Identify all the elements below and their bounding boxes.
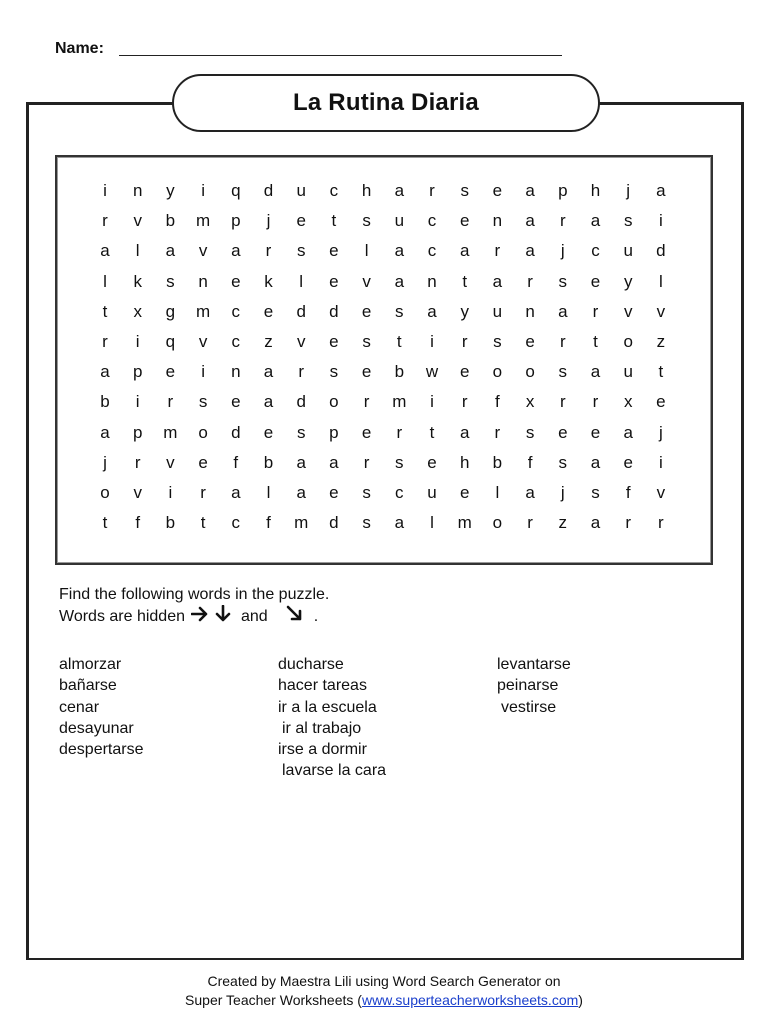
grid-letter[interactable]: v [198, 332, 208, 351]
grid-letter[interactable]: e [459, 362, 470, 382]
grid-letter[interactable]: r [592, 392, 599, 412]
grid-letter[interactable]: s [362, 211, 371, 231]
grid-letter[interactable]: r [559, 332, 566, 351]
grid-letter[interactable]: v [133, 483, 142, 502]
grid-letter[interactable]: m [392, 392, 407, 412]
grid-letter[interactable]: u [296, 181, 306, 200]
grid-letter[interactable]: y [166, 181, 175, 200]
grid-letter[interactable]: q [231, 181, 241, 200]
grid-letter[interactable]: u [427, 483, 437, 502]
grid-letter[interactable]: m [196, 211, 211, 231]
grid-letter[interactable]: a [231, 483, 241, 502]
grid-letter[interactable]: t [462, 271, 468, 291]
grid-letter[interactable]: x [623, 392, 633, 412]
grid-letter[interactable]: n [231, 362, 241, 382]
grid-letter[interactable]: k [133, 271, 142, 291]
grid-letter[interactable]: e [525, 332, 535, 351]
grid-letter[interactable]: o [100, 483, 110, 502]
grid-letter[interactable]: r [494, 241, 501, 261]
grid-letter[interactable]: s [460, 181, 469, 200]
grid-letter[interactable]: o [525, 362, 535, 382]
grid-letter[interactable]: a [296, 452, 306, 472]
grid-letter[interactable]: t [331, 211, 337, 231]
grid-letter[interactable]: a [590, 513, 601, 533]
grid-letter[interactable]: r [298, 362, 305, 382]
grid-letter[interactable]: a [427, 301, 437, 321]
footer [0, 972, 768, 1010]
grid-letter[interactable]: n [198, 271, 208, 291]
grid-letter[interactable]: o [623, 332, 633, 351]
grid-letter[interactable]: a [525, 211, 535, 231]
grid-letter[interactable]: e [329, 271, 339, 291]
grid-letter[interactable]: o [492, 362, 503, 382]
word-list-column-2 [278, 654, 386, 782]
grid-letter[interactable]: y [623, 271, 633, 291]
grid-letter[interactable]: b [492, 452, 503, 472]
grid-letter[interactable]: v [198, 241, 208, 261]
grid-letter[interactable]: b [263, 452, 274, 472]
grid-letter[interactable]: c [231, 301, 241, 321]
grid-letter[interactable]: v [656, 483, 666, 502]
grid-letter[interactable]: o [492, 513, 503, 533]
grid-letter[interactable]: v [133, 211, 142, 231]
grid-letter[interactable]: l [266, 483, 271, 502]
grid-letter[interactable]: c [591, 241, 600, 261]
grid-letter[interactable]: i [659, 452, 663, 472]
grid-letter[interactable]: c [395, 483, 404, 502]
grid-letter[interactable]: p [329, 422, 339, 442]
footer-credit: Created by Maestra Lili using Word Search Generator on [207, 973, 561, 989]
word-item: peinarse [497, 677, 559, 695]
grid-letter[interactable]: i [201, 181, 205, 200]
grid-letter[interactable]: r [167, 392, 174, 412]
word-item: levantarse [497, 656, 571, 673]
grid-letter[interactable]: r [559, 211, 566, 231]
grid-letter[interactable]: e [361, 301, 372, 321]
grid-letter[interactable]: c [427, 241, 437, 261]
grid-letter[interactable]: a [394, 241, 405, 261]
grid-letter[interactable]: i [201, 362, 205, 382]
grid-letter[interactable]: s [296, 422, 306, 442]
grid-letter[interactable]: a [525, 241, 535, 261]
grid-letter[interactable]: i [430, 332, 434, 351]
grid-letter[interactable]: p [132, 422, 143, 442]
word-item: irse a dormir [278, 741, 367, 759]
grid-letter[interactable]: t [102, 301, 108, 321]
grid-letter[interactable]: s [329, 362, 339, 382]
name-field-line[interactable] [119, 55, 562, 56]
grid-letter[interactable]: r [134, 452, 141, 472]
grid-letter[interactable]: s [198, 392, 208, 412]
grid-letter[interactable]: j [103, 452, 107, 472]
grid-letter[interactable]: f [266, 513, 271, 533]
grid-letter[interactable]: r [200, 483, 206, 502]
grid-letter[interactable]: t [593, 332, 598, 351]
grid-letter[interactable]: a [231, 241, 241, 261]
grid-letter[interactable]: e [427, 452, 437, 472]
grid-letter[interactable]: t [429, 422, 435, 442]
grid-letter[interactable]: e [198, 452, 208, 472]
grid-letter[interactable]: l [430, 513, 434, 533]
grid-letter[interactable]: a [394, 513, 405, 533]
grid-letter[interactable]: e [558, 422, 568, 442]
grid-letter[interactable]: x [133, 301, 142, 321]
grid-letter[interactable]: b [165, 513, 176, 533]
grid-letter[interactable]: x [525, 392, 535, 412]
grid-letter[interactable]: a [459, 422, 470, 442]
grid-letter[interactable]: o [329, 392, 339, 412]
grid-letter[interactable]: r [527, 513, 533, 533]
grid-letter[interactable]: r [592, 301, 599, 321]
grid-letter[interactable]: f [135, 513, 141, 533]
grid-letter[interactable]: j [266, 211, 271, 231]
word-item: despertarse [59, 741, 144, 759]
grid-letter[interactable]: v [166, 452, 175, 472]
grid-letter[interactable]: c [427, 211, 437, 231]
grid-letter[interactable]: n [427, 271, 437, 291]
grid-letter[interactable]: l [495, 483, 500, 502]
word-item: bañarse [59, 677, 117, 695]
grid-letter[interactable]: r [429, 181, 435, 200]
grid-letter[interactable]: r [102, 332, 108, 351]
footer-source-suffix: ) [578, 992, 583, 1008]
arrow-diagonal-icon [286, 605, 304, 628]
grid-letter[interactable]: l [659, 271, 663, 291]
grid-letter[interactable]: s [166, 271, 175, 291]
grid-letter[interactable]: d [329, 301, 339, 321]
grid-letter[interactable]: e [361, 422, 372, 442]
grid-letter[interactable]: e [590, 422, 601, 442]
grid-letter[interactable]: r [625, 513, 632, 533]
grid-letter[interactable]: r [527, 271, 533, 291]
grid-letter[interactable]: r [265, 241, 272, 261]
grid-letter[interactable]: e [590, 271, 601, 291]
grid-letter[interactable]: e [459, 483, 470, 502]
footer-source [0, 991, 768, 1010]
grid-letter[interactable]: a [525, 483, 535, 502]
grid-letter[interactable]: e [492, 181, 503, 200]
grid-letter[interactable]: v [656, 301, 666, 321]
grid-letter[interactable]: q [165, 332, 176, 351]
grid-letter[interactable]: h [459, 452, 470, 472]
page-title: La Rutina Diaria [293, 89, 479, 116]
grid-letter[interactable]: e [263, 301, 274, 321]
instructions-line-2 [59, 605, 329, 628]
grid-letter[interactable]: y [460, 301, 469, 321]
grid-letter[interactable]: o [198, 422, 208, 442]
grid-letter[interactable]: d [231, 422, 241, 442]
grid-letter[interactable]: s [395, 301, 404, 321]
grid-letter[interactable]: a [525, 181, 535, 200]
word-item: hacer tareas [278, 677, 367, 695]
grid-letter[interactable]: p [231, 211, 241, 231]
grid-letter[interactable]: c [231, 332, 241, 351]
instructions [59, 584, 329, 628]
word-item: ir a la escuela [278, 698, 377, 716]
grid-letter[interactable]: a [165, 241, 176, 261]
grid-letter[interactable]: s [395, 452, 404, 472]
word-list-column-3 [497, 654, 571, 718]
grid-letter[interactable]: t [200, 513, 206, 533]
footer-source-prefix: Super Teacher Worksheets ( [185, 992, 362, 1008]
grid-letter[interactable]: a [263, 362, 274, 382]
grid-letter[interactable]: u [492, 301, 503, 321]
word-item: vestirse [501, 698, 557, 716]
instructions-prefix: Words are hidden [59, 608, 185, 625]
grid-letter[interactable]: i [659, 211, 663, 231]
grid-letter[interactable]: a [590, 362, 601, 382]
grid-letter[interactable]: i [430, 392, 434, 412]
grid-letter[interactable]: s [362, 513, 371, 533]
grid-letter[interactable]: a [394, 271, 405, 291]
grid-letter[interactable]: c [329, 181, 339, 200]
grid-letter[interactable]: e [329, 332, 339, 351]
grid-letter[interactable]: a [590, 211, 601, 231]
grid-letter[interactable]: l [299, 271, 304, 291]
grid-letter[interactable]: s [296, 241, 306, 261]
grid-letter[interactable]: z [264, 332, 273, 351]
grid-letter[interactable]: e [263, 422, 274, 442]
grid-letter[interactable]: t [396, 332, 402, 351]
grid-letter[interactable]: z [558, 513, 568, 533]
grid-letter[interactable]: u [623, 362, 633, 382]
word-item: desayunar [59, 719, 134, 737]
grid-letter[interactable]: a [459, 241, 470, 261]
grid-letter[interactable]: a [492, 271, 503, 291]
grid-letter[interactable]: m [163, 422, 178, 442]
grid-letter[interactable]: e [361, 362, 372, 382]
grid-letter[interactable]: m [457, 513, 472, 533]
word-item: ducharse [278, 656, 344, 673]
grid-letter[interactable]: d [296, 301, 306, 321]
grid-letter[interactable]: b [165, 211, 176, 231]
grid-letter[interactable]: p [132, 362, 143, 382]
name-label: Name: [55, 40, 104, 57]
grid-letter[interactable]: a [623, 422, 633, 442]
grid-letter[interactable]: j [560, 241, 565, 261]
grid-letter[interactable]: d [329, 513, 339, 533]
grid-letter[interactable]: u [623, 241, 633, 261]
grid-letter[interactable]: a [263, 392, 274, 412]
grid-letter[interactable]: j [560, 483, 565, 502]
grid-letter[interactable]: m [294, 513, 309, 533]
grid-letter[interactable]: r [363, 392, 370, 412]
grid-letter[interactable]: r [396, 422, 403, 442]
grid-letter[interactable]: a [100, 422, 110, 442]
word-item: lavarse la cara [282, 762, 387, 780]
grid-letter[interactable]: r [363, 452, 370, 472]
title-banner [172, 74, 600, 132]
period: . [313, 608, 319, 625]
instructions-line-1: Find the following words in the puzzle. [59, 586, 330, 603]
grid-letter[interactable]: d [296, 392, 306, 412]
grid-letter[interactable]: b [394, 362, 405, 382]
grid-letter[interactable]: h [361, 181, 372, 200]
grid-letter[interactable]: d [656, 241, 666, 261]
grid-letter[interactable]: f [625, 483, 631, 502]
grid-letter[interactable]: s [591, 483, 600, 502]
grid-letter[interactable]: s [558, 271, 568, 291]
grid-letter[interactable]: r [102, 211, 108, 231]
arrow-down-icon [215, 605, 231, 628]
grid-letter[interactable]: e [459, 211, 470, 231]
footer-link[interactable]: www.superteacherworksheets.com [361, 992, 579, 1008]
grid-letter[interactable]: e [231, 271, 241, 291]
grid-letter[interactable]: z [656, 332, 666, 351]
grid-letter[interactable]: r [658, 513, 664, 533]
grid-letter[interactable]: a [590, 452, 601, 472]
grid-letter[interactable]: i [168, 483, 173, 502]
grid-letter[interactable]: e [623, 452, 633, 472]
grid-letter[interactable]: c [231, 513, 241, 533]
grid-letter[interactable]: j [659, 422, 663, 442]
grid-letter[interactable]: b [100, 392, 110, 412]
grid-letter[interactable]: e [296, 211, 306, 231]
grid-letter[interactable]: f [527, 452, 533, 472]
grid-letter[interactable]: i [103, 181, 107, 200]
grid-letter[interactable]: s [525, 422, 535, 442]
grid-letter[interactable]: p [558, 181, 568, 200]
grid-letter[interactable]: s [558, 452, 568, 472]
grid-letter[interactable]: r [494, 422, 501, 442]
grid-letter[interactable]: e [231, 392, 241, 412]
grid-letter[interactable]: s [623, 211, 633, 231]
grid-letter[interactable]: u [394, 211, 405, 231]
grid-letter[interactable]: k [264, 271, 273, 291]
grid-letter[interactable]: j [626, 181, 631, 200]
grid-letter[interactable]: v [623, 301, 633, 321]
grid-letter[interactable]: r [461, 332, 468, 351]
word-list-column-1 [59, 654, 144, 760]
grid-letter[interactable]: f [495, 392, 500, 412]
word-item: almorzar [59, 656, 122, 673]
grid-letter[interactable]: f [233, 452, 239, 472]
word-item: ir al trabajo [282, 719, 362, 737]
grid-letter[interactable]: a [329, 452, 339, 472]
grid-letter[interactable]: a [296, 483, 306, 502]
grid-letter[interactable]: m [196, 301, 211, 321]
and-text: and [241, 608, 268, 625]
word-item: cenar [59, 698, 100, 716]
grid-letter[interactable]: n [525, 301, 535, 321]
grid-letter[interactable]: s [558, 362, 568, 382]
grid-letter[interactable]: g [165, 301, 176, 321]
grid-letter[interactable]: r [559, 392, 566, 412]
grid-letter[interactable]: s [362, 332, 371, 351]
grid-letter[interactable]: l [364, 241, 369, 261]
grid-letter[interactable]: a [656, 181, 666, 200]
grid-letter[interactable]: e [329, 483, 339, 502]
grid-letter[interactable]: t [658, 362, 664, 382]
grid-letter[interactable]: a [558, 301, 568, 321]
grid-letter[interactable]: n [492, 211, 503, 231]
grid-letter[interactable]: d [263, 181, 274, 200]
grid-letter[interactable]: e [329, 241, 339, 261]
grid-letter[interactable]: i [135, 392, 140, 412]
grid-letter[interactable]: i [135, 332, 140, 351]
grid-letter[interactable]: e [656, 392, 666, 412]
grid-letter[interactable]: a [100, 241, 110, 261]
grid-letter[interactable]: s [362, 483, 371, 502]
grid-letter[interactable]: l [135, 241, 140, 261]
grid-letter[interactable]: e [165, 362, 176, 382]
grid-letter[interactable]: s [493, 332, 502, 351]
grid-letter[interactable]: a [100, 362, 110, 382]
grid-letter[interactable]: w [425, 362, 439, 382]
grid-letter[interactable]: h [590, 181, 601, 200]
arrow-right-icon [191, 606, 209, 627]
grid-letter[interactable]: r [461, 392, 468, 412]
grid-letter[interactable]: l [103, 271, 107, 291]
grid-letter[interactable]: v [296, 332, 306, 351]
grid-letter[interactable]: a [394, 181, 405, 200]
grid-letter[interactable]: t [102, 513, 108, 533]
grid-letter[interactable]: n [132, 181, 143, 200]
grid-letter[interactable]: v [362, 271, 371, 291]
